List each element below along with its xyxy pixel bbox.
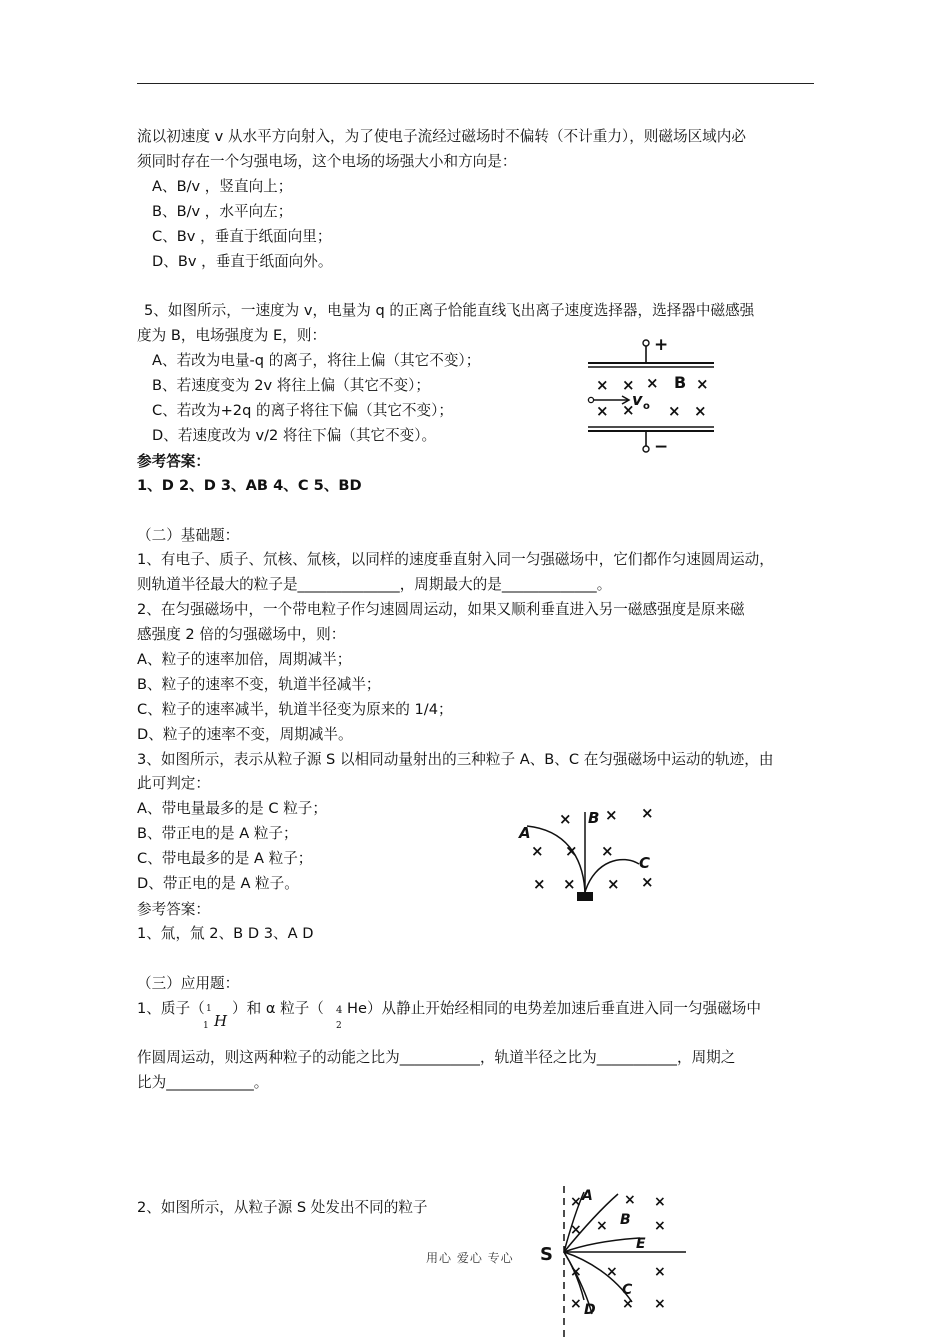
- alpha-isotope-numbers: [332, 1000, 348, 1040]
- track-b-label: B: [620, 1212, 631, 1228]
- alpha-mass-number: 4: [336, 1005, 343, 1016]
- field-cross: ×: [533, 875, 546, 893]
- field-cross: ×: [570, 1296, 582, 1312]
- s2q2-line2: 感强度 2 倍的匀强磁场中，则：: [137, 626, 346, 643]
- q5-option-a: A、若改为电量-q 的离子，将往上偏（其它不变）；: [152, 352, 481, 369]
- s2q3-line1: 3、如图所示，表示从粒子源 S 以相同动量射出的三种粒子 A、B、C 在匀强磁场中运动的轨迹，由: [137, 751, 774, 768]
- field-cross: ×: [596, 402, 609, 420]
- field-cross: ×: [531, 842, 544, 860]
- field-cross: ×: [570, 1264, 582, 1280]
- header-rule: [137, 83, 814, 84]
- section3-title: （三）应用题：: [137, 975, 240, 992]
- particle-source-block: [577, 892, 593, 901]
- page-footer: 用心 爱心 专心: [426, 1251, 514, 1265]
- track-a-label: A: [582, 1188, 593, 1204]
- field-cross: ×: [654, 1296, 666, 1312]
- q5-option-d: D、若速度改为 v/2 将往下偏（其它不变）。: [152, 427, 437, 444]
- field-cross: ×: [559, 810, 572, 828]
- field-cross: ×: [654, 1218, 666, 1234]
- s2q2-option-b: B、粒子的速率不变，轨道半径减半；: [137, 676, 381, 693]
- velocity-label: v: [632, 390, 643, 409]
- field-cross: ×: [596, 376, 609, 394]
- s3q1-line3: 比为____________。: [137, 1074, 269, 1091]
- field-cross: ×: [565, 842, 578, 860]
- field-cross: ×: [596, 1218, 608, 1234]
- field-cross: ×: [694, 402, 707, 420]
- field-cross: ×: [622, 376, 635, 394]
- s3q1-line1-part3: He）从静止开始经相同的电势差加速后垂直进入同一匀强磁场中: [347, 1000, 761, 1017]
- answers2-text: 1、氚，氚 2、B D 3、A D: [137, 925, 314, 942]
- s3q2-line1: 2、如图所示，从粒子源 S 处发出不同的粒子: [137, 1199, 428, 1216]
- field-cross: ×: [563, 875, 576, 893]
- selector-plus-sign: +: [654, 335, 669, 355]
- field-cross: ×: [646, 374, 659, 392]
- field-cross: ×: [641, 873, 654, 891]
- selector-bottom-terminal: [643, 446, 649, 452]
- answers2-title: 参考答案：: [137, 901, 210, 918]
- source-s-label: S: [540, 1244, 553, 1265]
- q4-option-d: D、Bv ，垂直于纸面向外。: [152, 253, 333, 270]
- field-cross: ×: [607, 875, 620, 893]
- field-cross: ×: [606, 1264, 618, 1280]
- track-c-label: C: [639, 854, 651, 872]
- q4-option-a: A、B/v ，竖直向上；: [152, 178, 293, 195]
- field-cross: ×: [570, 1222, 582, 1238]
- selector-minus-sign: −: [654, 437, 669, 457]
- q5-stem-line2: 度为 B，电场强度为 E，则：: [137, 327, 327, 344]
- q4-stem-line1: 流以初速度 v 从水平方向射入，为了使电子流经过磁场时不偏转（不计重力），则磁场区域内必: [137, 128, 746, 145]
- q5-stem-line1: 5、如图所示，一速度为 v，电量为 q 的正离子恰能直线飞出离子速度选择器，选择器中磁感强: [144, 302, 755, 319]
- field-b-label: B: [674, 373, 687, 392]
- field-cross: ×: [570, 1194, 582, 1210]
- s2q2-option-d: D、粒子的速率不变，周期减半。: [137, 726, 353, 743]
- field-cross: ×: [654, 1264, 666, 1280]
- field-cross: ×: [601, 842, 614, 860]
- proton-isotope-symbol: [203, 1000, 233, 1040]
- particle-tracks-figure: [515, 796, 670, 910]
- answers1-title: 参考答案：: [137, 453, 210, 470]
- answers1-text: 1、D 2、D 3、AB 4、C 5、BD: [137, 477, 362, 494]
- s2q3-option-a: A、带电量最多的是 C 粒子；: [137, 800, 327, 817]
- field-cross: ×: [654, 1194, 666, 1210]
- ion-entry-point: [588, 397, 593, 402]
- alpha-charge-number: 2: [336, 1021, 342, 1031]
- particle-source-figure: [536, 1184, 692, 1344]
- s3q1-line1-part2: ）和 α 粒子（: [232, 1000, 324, 1017]
- velocity-subscript: o: [643, 401, 650, 412]
- track-d-label: D: [584, 1302, 596, 1318]
- q4-option-b: B、B/v ，水平向左；: [152, 203, 293, 220]
- field-cross: ×: [696, 375, 709, 393]
- field-cross: ×: [641, 804, 654, 822]
- s2q2-option-a: A、粒子的速率加倍，周期减半；: [137, 651, 352, 668]
- track-a-label: A: [519, 824, 531, 842]
- field-cross: ×: [668, 402, 681, 420]
- field-cross: ×: [622, 1296, 634, 1312]
- q4-option-c: C、Bv ，垂直于纸面向里；: [152, 228, 332, 245]
- field-cross: ×: [622, 401, 635, 419]
- s2q3-line2: 此可判定：: [137, 775, 210, 792]
- q5-option-b: B、若速度变为 2v 将往上偏（其它不变）；: [152, 377, 431, 394]
- track-c-label: C: [622, 1282, 633, 1298]
- s2q3-option-c: C、带电最多的是 A 粒子；: [137, 850, 313, 867]
- s2q2-option-c: C、粒子的速率减半，轨道半径变为原来的 1/4；: [137, 701, 453, 718]
- s3q1-line1-part1: 1、质子（: [137, 1000, 205, 1017]
- track-upper-curve: [564, 1238, 640, 1252]
- track-b-label: B: [588, 809, 600, 827]
- s2q1-line1: 1、有电子、质子、氘核、氚核，以同样的速度垂直射入同一匀强磁场中，它们都作匀速圆周运动，: [137, 551, 774, 568]
- q5-option-c: C、若改为+2q 的离子将往下偏（其它不变）；: [152, 402, 453, 419]
- section2-title: （二）基础题：: [137, 527, 240, 544]
- selector-top-terminal: [643, 340, 649, 346]
- q4-stem-line2: 须同时存在一个匀强电场，这个电场的场强大小和方向是：: [137, 153, 517, 170]
- s2q3-option-d: D、带正电的是 A 粒子。: [137, 875, 299, 892]
- field-cross: ×: [624, 1192, 636, 1208]
- s2q1-line2: 则轨道半径最大的粒子是______________，周期最大的是_____________。: [137, 576, 612, 593]
- velocity-selector-figure: [582, 334, 722, 458]
- proton-charge-number: 1: [203, 1021, 209, 1031]
- field-cross: ×: [605, 806, 618, 824]
- s2q3-option-b: B、带正电的是 A 粒子；: [137, 825, 298, 842]
- proton-mass-number: 1: [206, 1004, 212, 1014]
- proton-element-symbol: H: [214, 1012, 228, 1030]
- s3q1-line2: 作圆周运动，则这两种粒子的动能之比为___________，轨道半径之比为___________，周期之: [137, 1049, 736, 1066]
- s2q2-line1: 2、在匀强磁场中，一个带电粒子作匀速圆周运动，如果又顺利垂直进入另一磁感强度是原来磁: [137, 601, 745, 618]
- track-e-label: E: [636, 1236, 646, 1252]
